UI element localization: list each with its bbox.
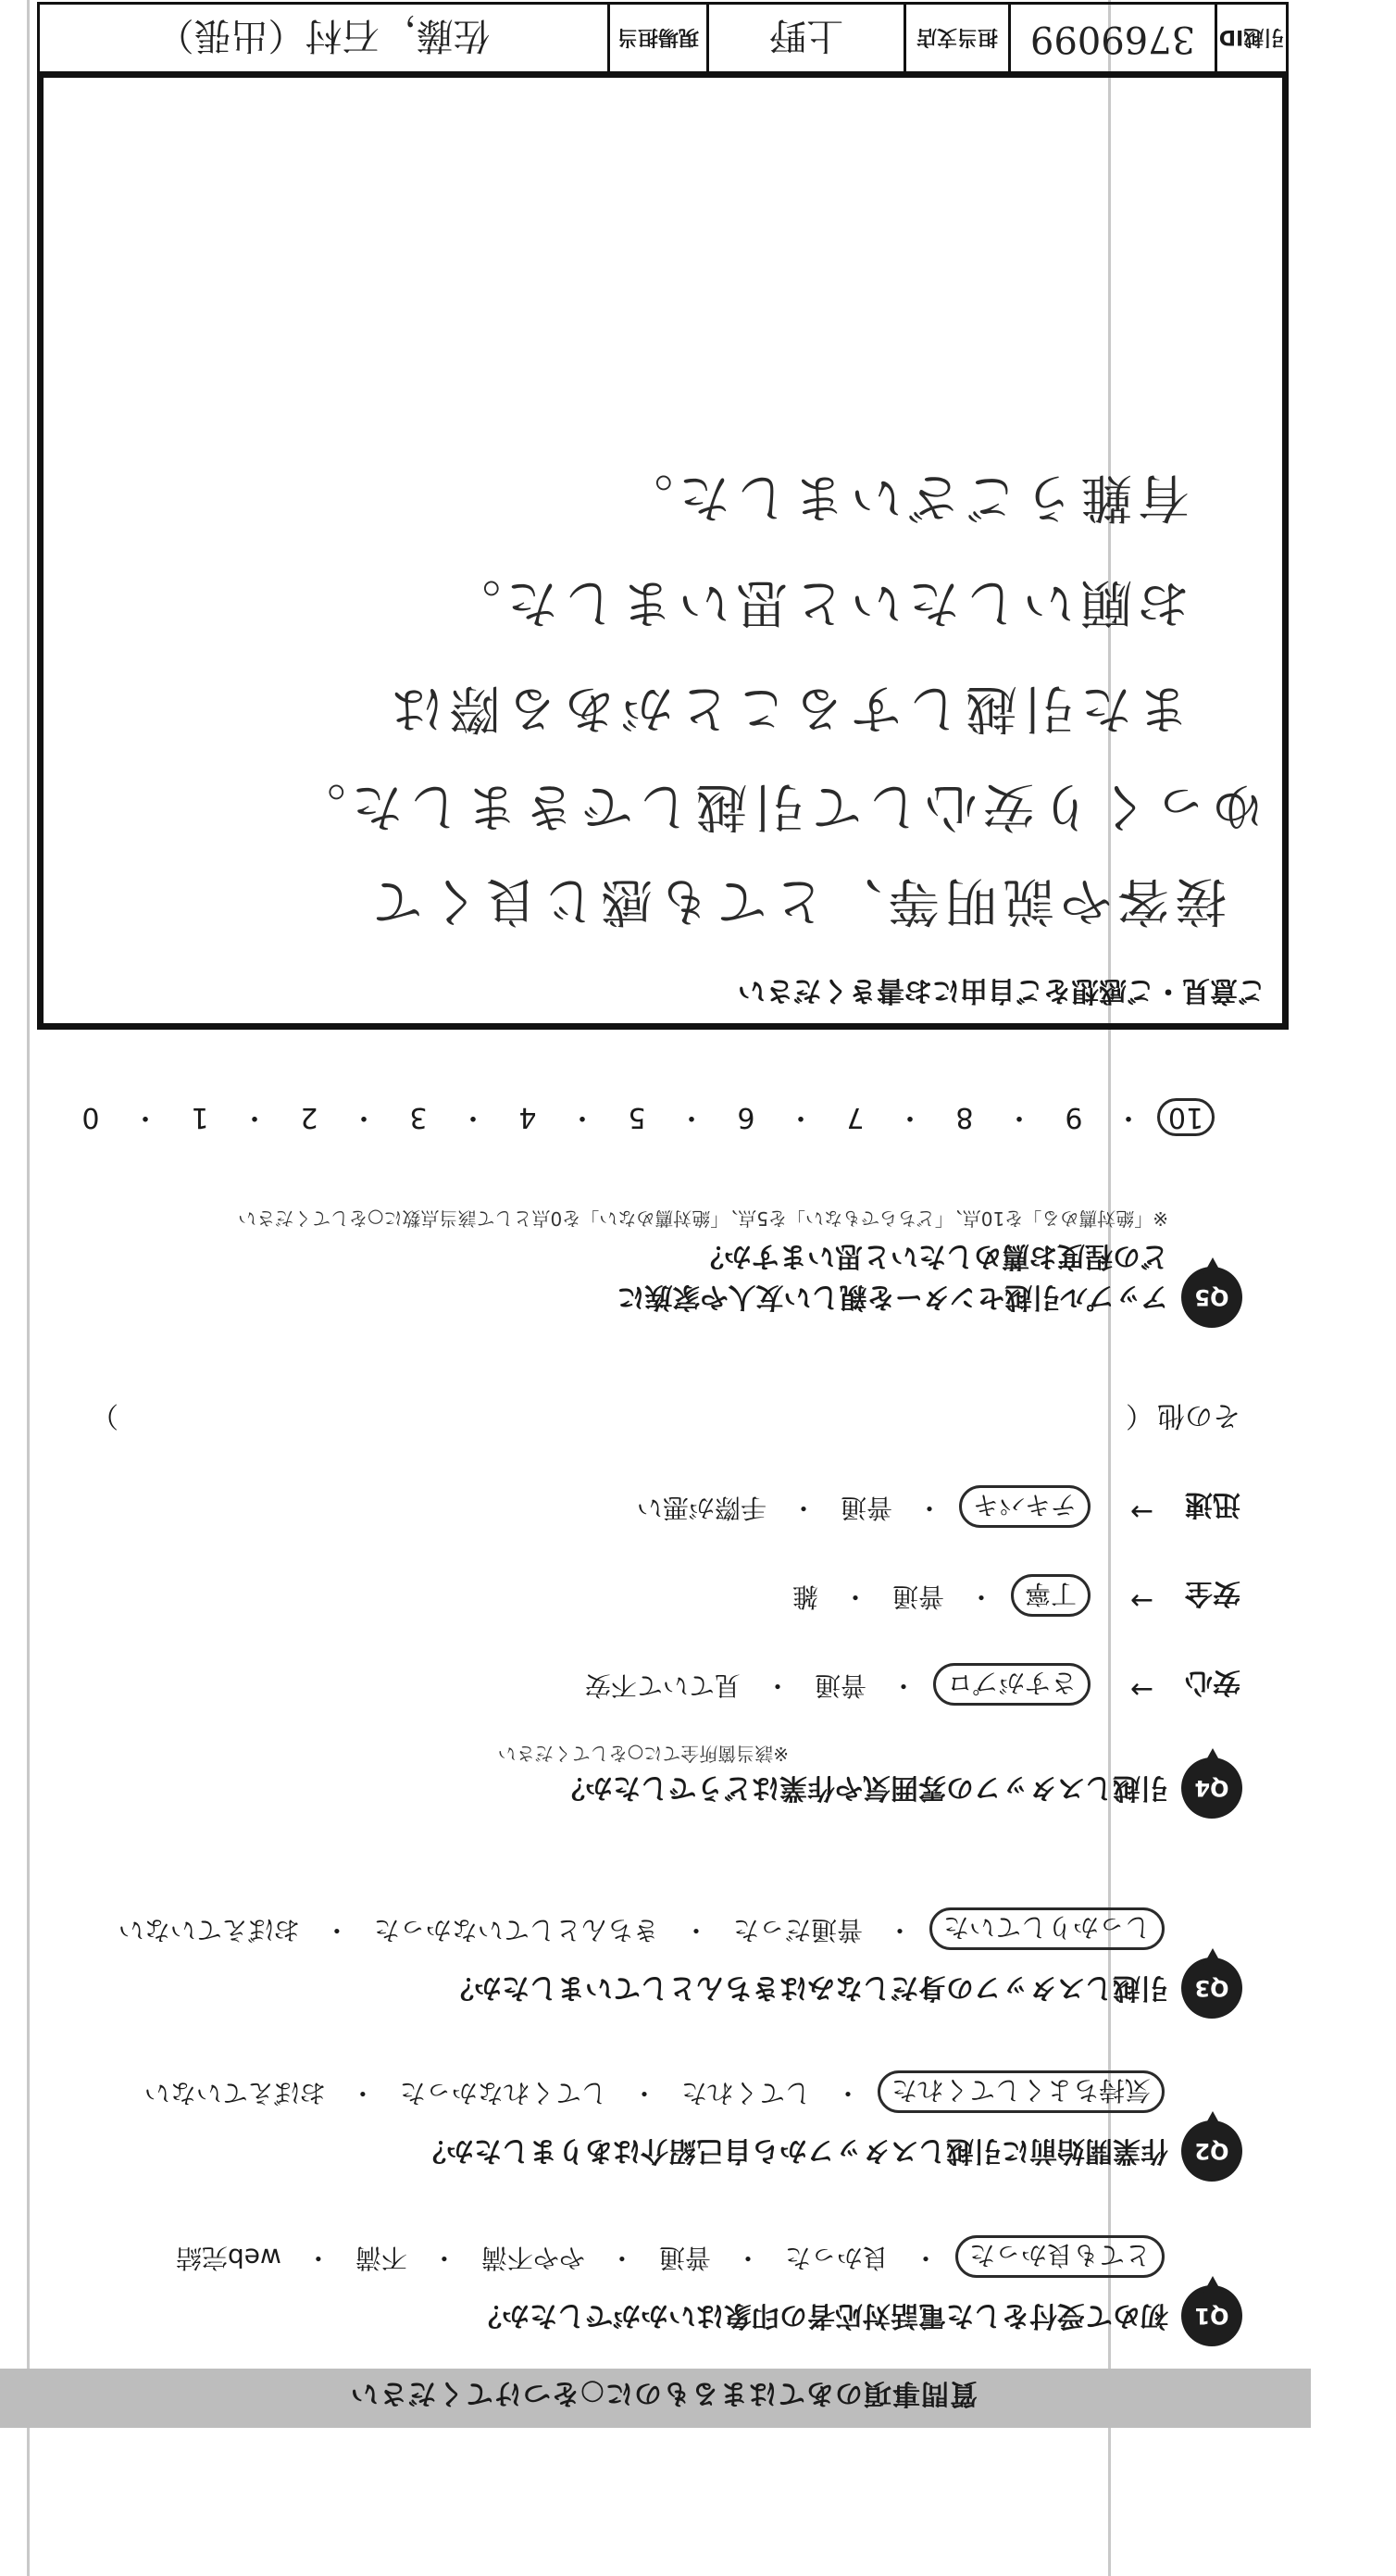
comment-box-title: ご意見・ご感想をご自由にお書きください: [738, 974, 1265, 1007]
footer-leader-label: 現場担当: [617, 25, 700, 49]
section-header: [0, 2369, 1311, 2428]
q2-option-no[interactable]: してくれなかった: [399, 2078, 607, 2108]
q4-speed-option-normal[interactable]: 普通: [840, 1493, 892, 1523]
footer-branch-value: 上野: [769, 14, 843, 57]
q5-score-10[interactable]: 10: [1157, 1098, 1215, 1136]
q3-badge: Q3: [1181, 1957, 1242, 2019]
q5-score-2[interactable]: 2: [300, 1101, 318, 1133]
q5-score-7[interactable]: 7: [846, 1101, 865, 1133]
q5-score-separator: ・: [131, 1101, 159, 1133]
q3-option-not-neat[interactable]: きちんとしていなかった: [373, 1915, 659, 1945]
q5-score-3[interactable]: 3: [409, 1101, 428, 1133]
q5-score-6[interactable]: 6: [737, 1101, 755, 1133]
q5-score-4[interactable]: 4: [518, 1101, 537, 1133]
q5-score-separator: ・: [568, 1101, 596, 1133]
q5-score-separator: ・: [1005, 1101, 1033, 1133]
q5-score-separator: ・: [1115, 1101, 1142, 1133]
q3-question: 引越しスタッフの身だしなみはきちんとしていましたか？: [446, 1971, 1168, 2004]
footer-id-value-cell: [1008, 5, 1215, 73]
q1-options: とても良かった ・ 良かった ・ 普通 ・ やや不満 ・ 不満 ・ web完結: [168, 2235, 1165, 2278]
q2-option-dont-remember[interactable]: おぼえていない: [143, 2078, 326, 2108]
q4-other-open-paren: （: [1126, 1399, 1153, 1432]
scan-guide-line: [27, 0, 30, 2576]
q5-score-separator: ・: [241, 1101, 268, 1133]
q4-badge: Q4: [1181, 1757, 1242, 1819]
q5-score-separator: ・: [350, 1101, 378, 1133]
q3-option-dont-remember[interactable]: おぼえていない: [118, 1915, 300, 1945]
q5-question-line1: アップル引越センターを親しい友人や家族に: [617, 1281, 1168, 1313]
q5-score-9[interactable]: 9: [1065, 1101, 1083, 1133]
q4-safety-option-careful[interactable]: 丁寧: [1011, 1574, 1091, 1617]
q5-score-separator: ・: [787, 1101, 815, 1133]
q4-speed-option-efficient[interactable]: テキパキ: [959, 1485, 1091, 1528]
q4-row-safety-options: 丁寧 ・ 普通 ・ 雑: [785, 1574, 1091, 1617]
q1-option-normal[interactable]: 普通: [658, 2243, 711, 2273]
q4-row-label-relief: 安心: [1185, 1666, 1240, 1698]
q4-other-close-paren: ）: [91, 1399, 118, 1432]
q1-option-web[interactable]: web完結: [175, 2243, 281, 2273]
q4-note: ※該当箇所全てに○をしてください: [497, 1743, 789, 1765]
comment-line-2: ゆっくり安心して引越しできました。: [288, 776, 1264, 836]
q1-option-very-good[interactable]: とても良かった: [955, 2235, 1165, 2278]
footer-branch-value-cell: [706, 5, 904, 73]
q4-row-label-safety: 安全: [1185, 1577, 1240, 1609]
section-header-text: 質問事項のあてはまるものに○をつけてください: [349, 2377, 978, 2409]
q5-score-8[interactable]: 8: [955, 1101, 974, 1133]
footer-branch-label-cell: [904, 5, 1008, 73]
comment-line-1: 接客や説明等、とても感じ良くて: [366, 870, 1227, 931]
q1-question: 初めて受付をした電話対応者の印象はいかがでしたか？: [474, 2299, 1168, 2332]
footer-leader-label-cell: [607, 5, 706, 73]
q4-row-relief-options: さすがプロ ・ 普通 ・ 見ていて不安: [578, 1663, 1091, 1706]
q2-badge: Q2: [1181, 2120, 1242, 2182]
footer-branch-label: 担当支店: [916, 25, 999, 49]
footer-id-label: 引越ID: [1218, 25, 1285, 49]
q4-row-label-speed: 迅速: [1185, 1488, 1240, 1520]
q1-option-good[interactable]: 良かった: [784, 2243, 889, 2273]
q5-score-0[interactable]: 0: [81, 1101, 100, 1133]
q1-option-unsatisfied[interactable]: 不満: [355, 2243, 407, 2273]
q3-options: しっかりしていた ・ 普通だった ・ きちんとしていなかった ・ おぼえていない: [111, 1907, 1165, 1950]
footer-id-label-cell: [1215, 5, 1286, 73]
q5-badge: Q5: [1181, 1267, 1242, 1328]
q5-score-1[interactable]: 1: [191, 1101, 209, 1133]
comment-line-5: 有難うございました。: [616, 467, 1190, 527]
footer-leader-value: 佐藤，石村（出張）: [156, 14, 491, 57]
q5-score-separator: ・: [459, 1101, 487, 1133]
q2-option-yes[interactable]: してくれた: [680, 2078, 811, 2108]
q4-other-label: その他: [1157, 1399, 1240, 1432]
q4-relief-option-anxious[interactable]: 見ていて不安: [584, 1670, 741, 1701]
q1-badge: Q1: [1181, 2285, 1242, 2346]
q2-options: 気持ちよくしてくれた ・ してくれた ・ してくれなかった ・ おぼえていない: [137, 2070, 1165, 2113]
q5-question-line2: どの程度お薦めしたいと思いますか？: [696, 1240, 1168, 1272]
q1-option-somewhat-unsatisfied[interactable]: やや不満: [480, 2243, 585, 2273]
q4-relief-option-pro[interactable]: さすがプロ: [933, 1663, 1091, 1706]
q2-question: 作業開始前に引越しスタッフから自己紹介はありましたか？: [418, 2134, 1168, 2167]
comment-box: [37, 71, 1289, 1030]
q4-question: 引越しスタッフの雰囲気や作業はどうでしたか？: [557, 1771, 1168, 1804]
q3-option-neat[interactable]: しっかりしていた: [929, 1907, 1165, 1950]
q5-score-separator: ・: [678, 1101, 705, 1133]
arrow-right-icon: →: [1129, 1495, 1153, 1528]
q5-score-separator: ・: [896, 1101, 924, 1133]
footer-info-table: [37, 2, 1289, 76]
q4-safety-option-rough[interactable]: 雑: [791, 1582, 818, 1612]
q4-row-speed-options: テキパキ ・ 普通 ・ 手際が悪い: [629, 1485, 1091, 1528]
comment-line-3: また引越しすることがある際は: [386, 678, 1190, 738]
arrow-right-icon: →: [1129, 1584, 1153, 1617]
q5-note: ※「絶対薦める」を10点、「どちらでもない」を5点、「絶対薦めない」を0点として該当点数に○をしてください: [238, 1207, 1168, 1230]
comment-line-4: お願いしたいと思いました。: [443, 572, 1190, 632]
footer-id-value: 3769099: [1029, 18, 1196, 60]
q4-relief-option-normal[interactable]: 普通: [814, 1670, 866, 1701]
q5-score-5[interactable]: 5: [628, 1101, 646, 1133]
footer-leader-value-cell: [40, 5, 607, 73]
arrow-right-icon: →: [1129, 1673, 1153, 1706]
q2-option-pleasant[interactable]: 気持ちよくしてくれた: [878, 2070, 1165, 2113]
q3-option-normal[interactable]: 普通だった: [732, 1915, 863, 1945]
q5-score-scale: [65, 1098, 1215, 1141]
q4-safety-option-normal[interactable]: 普通: [891, 1582, 944, 1612]
q4-speed-option-clumsy[interactable]: 手際が悪い: [636, 1493, 767, 1523]
